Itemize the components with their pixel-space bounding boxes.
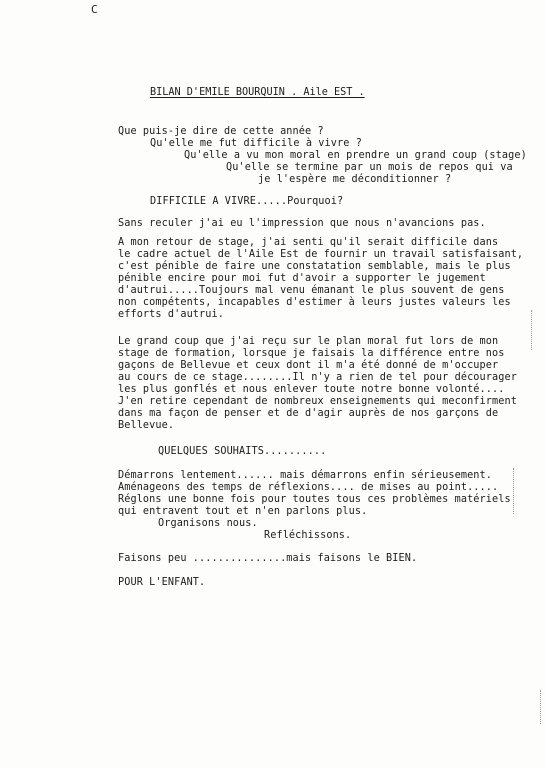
question-line: Qu'elle a vu mon moral en prendre un grand coup (stage) xyxy=(184,150,527,161)
question-line: Que puis-je dire de cette année ? xyxy=(118,126,324,137)
wish-line: Aménageons des temps de réflexions.... de mises au point..... xyxy=(118,482,499,493)
corner-mark: C xyxy=(91,3,98,16)
section-heading: DIFFICILE A VIVRE.....Pourquoi? xyxy=(150,196,344,207)
closing-line: Faisons peu ...............mais faisons le BIEN. xyxy=(118,553,418,564)
paragraph-line: non compétents, incapables d'estimer à leurs justes valeurs les xyxy=(118,297,511,308)
scan-mark xyxy=(513,468,514,514)
paragraph-line: pénible encire pour moi fut d'avoir a supporter le jugement xyxy=(118,273,486,284)
document-title: BILAN D'EMILE BOURQUIN . Aile EST . xyxy=(150,87,365,98)
question-line: je l'espère me déconditionner ? xyxy=(258,174,452,185)
question-line: Qu'elle me fut difficile à vivre ? xyxy=(150,138,362,149)
closing-line: Organisons nous. xyxy=(158,518,258,529)
paragraph-line: gaçons de Bellevue et ceux dont il m'a été donné de m'occuper xyxy=(118,360,499,371)
paragraph-line: le cadre actuel de l'Aile Est de fournir un travail satisfaisant, xyxy=(118,249,524,260)
signature-line: POUR L'ENFANT. xyxy=(118,577,206,588)
question-line: Qu'elle se termine par un mois de repos qui va xyxy=(226,162,513,173)
section-heading: QUELQUES SOUHAITS.......... xyxy=(158,446,327,457)
wish-line: Réglons une bonne fois pour toutes tous ces problèmes matériels xyxy=(118,494,511,505)
wish-line: Démarrons lentement...... mais démarrons enfin sérieusement. xyxy=(118,470,493,481)
paragraph-line: efforts d'autrui. xyxy=(118,309,224,320)
closing-line: Refléchissons. xyxy=(264,530,352,541)
paragraph-line: Le grand coup que j'ai reçu sur le plan moral fut lors de mon xyxy=(118,336,499,347)
paragraph-line: J'en retire cependant de nombreux enseignements qui meconfirment xyxy=(118,396,517,407)
paragraph-line: les plus gonflés et nous enlever toute notre bonne volonté.... xyxy=(118,384,505,395)
paragraph-line: stage de formation, lorsque je faisais la différence entre nos xyxy=(118,348,505,359)
wish-line: qui entravent tout et n'en parlons plus. xyxy=(118,506,368,517)
paragraph-line: au cours de ce stage........Il n'y a rien de tel pour décourager xyxy=(118,372,517,383)
paragraph-line: Sans reculer j'ai eu l'impression que nous n'avancions pas. xyxy=(118,218,486,229)
scan-mark xyxy=(540,690,541,724)
paragraph-line: dans ma façon de penser et de d'agir auprès de nos garçons de xyxy=(118,408,499,419)
paragraph-line: c'est pénible de faire une constatation semblable, mais le plus xyxy=(118,261,511,272)
paragraph-line: d'autrui.....Toujours mal venu émanant le plus souvent de gens xyxy=(118,285,505,296)
scan-mark xyxy=(531,310,532,350)
paragraph-line: Bellevue. xyxy=(118,420,175,431)
paragraph-line: A mon retour de stage, j'ai senti qu'il serait difficile dans xyxy=(118,237,499,248)
